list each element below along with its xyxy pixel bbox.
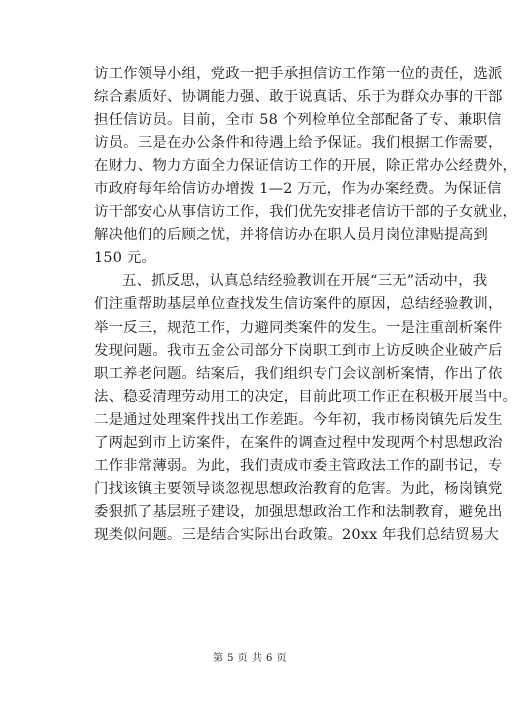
text-line: 委狠抓了基层班子建设，加强思想政治工作和法制教育，避免出 [94, 503, 503, 520]
text-line: 门找该镇主要领导谈忽视思想政治教育的危害。为此，杨岗镇党 [94, 480, 503, 497]
text-line: 访员。三是在办公条件和待遇上给予保证。我们根据工作需要， [94, 135, 503, 152]
text-line: 举一反三，规范工作，力避同类案件的发生。一是注重剖析案件 [94, 319, 503, 336]
text-line: 了两起到市上访案件，在案件的调查过程中发现两个村思想政治 [94, 434, 503, 451]
text-line: 二是通过处理案件找出工作差距。今年初，我市杨岗镇先后发生 [94, 411, 503, 428]
text-line: 解决他们的后顾之忧，并将信访办在职人员月岗位津贴提高到 [94, 227, 488, 244]
text-line: 现类似问题。三是结合实际出台政策。20xx 年我们总结贸易大 [94, 526, 499, 543]
text-line: 法、稳妥清理劳动用工的决定，目前此项工作正在积极开展当中。 [94, 388, 517, 405]
text-line: 担任信访员。目前，全市 58 个列检单位全部配备了专、兼职信 [94, 112, 502, 129]
page-number-footer: 第 5 页 共 6 页 [212, 653, 288, 664]
paragraph-heading-line: 五、抓反思，认真总结经验教训在开展“三无”活动中，我 [122, 273, 488, 290]
document-body [94, 63, 517, 547]
text-line: 职工养老问题。结案后，我们组织专门会议剖析案情，作出了依 [94, 365, 503, 382]
text-line: 150 元。 [94, 250, 157, 267]
text-line: 工作非常薄弱。为此，我们责成市委主管政法工作的副书记，专 [94, 457, 503, 474]
text-line: 访干部安心从事信访工作，我们优先安排老信访干部的子女就业， [94, 204, 517, 221]
text-line: 市政府每年给信访办增拨 1—2 万元，作为办案经费。为保证信 [94, 181, 502, 198]
text-line: 在财力、物力方面全力保证信访工作的开展，除正常办公经费外， [94, 158, 517, 175]
text-line: 发现问题。我市五金公司部分下岗职工到市上访反映企业破产后 [94, 342, 503, 359]
text-line: 访工作领导小组，党政一把手承担信访工作第一位的责任，选派 [94, 66, 503, 82]
text-line: 综合素质好、协调能力强、敢于说真话、乐于为群众办事的干部 [94, 89, 503, 106]
text-line: 们注重帮助基层单位查找发生信访案件的原因，总结经验教训， [94, 296, 503, 313]
